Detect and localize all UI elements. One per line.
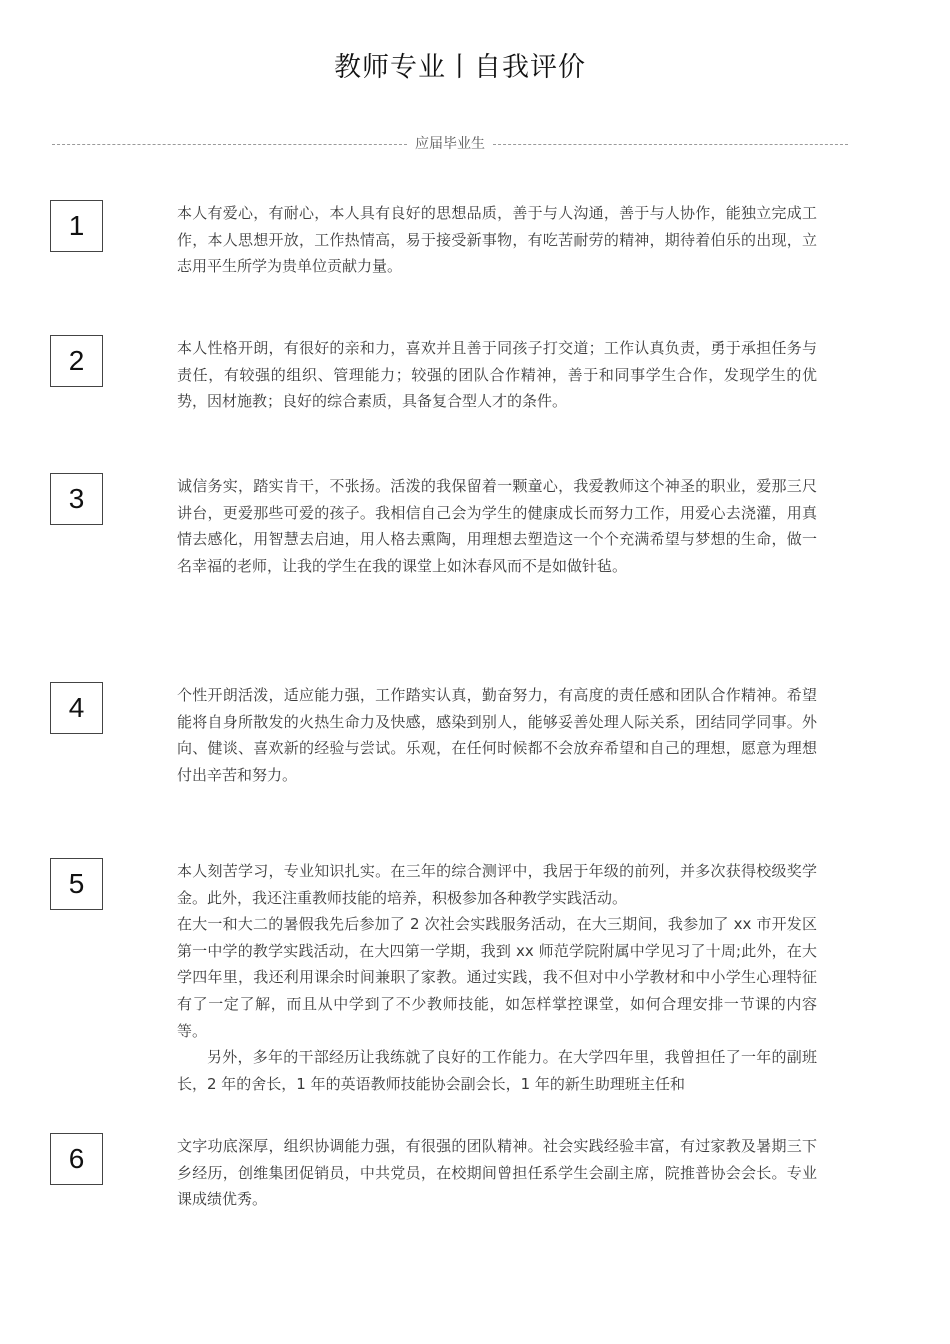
divider-line-right: [493, 144, 848, 145]
entry-paragraph: 另外，多年的干部经历让我练就了良好的工作能力。在大学四年里，我曾担任了一年的副班长，2 年的舍长，1 年的英语教师技能协会副会长，1 年的新生助理班主任和: [177, 1048, 817, 1093]
entry-number-box: 2: [50, 335, 103, 387]
entry-text: [177, 682, 817, 788]
entry-text: [177, 1133, 817, 1213]
entry-paragraph: 文字功底深厚，组织协调能力强，有很强的团队精神。社会实践经验丰富，有过家教及暑期三下乡经历，创维集团促销员，中共党员，在校期间曾担任系学生会副主席，院推普协会会长。专业课成绩优秀。: [177, 1137, 817, 1209]
entry-number-box: 3: [50, 473, 103, 525]
entry-paragraph: 本人性格开朗，有很好的亲和力，喜欢并且善于同孩子打交道；工作认真负责，勇于承担任务与责任，有较强的组织、管理能力；较强的团队合作精神，善于和同事学生合作，发现学生的优势，因材施教；良好的综合素质，具备复合型人才的条件。: [177, 339, 817, 411]
entry-paragraph: 本人刻苦学习，专业知识扎实。在三年的综合测评中，我居于年级的前列，并多次获得校级奖学金。此外，我还注重教师技能的培养，积极参加各种教学实践活动。: [177, 862, 817, 907]
entry-paragraph: 在大一和大二的暑假我先后参加了 2 次社会实践服务活动，在大三期间，我参加了 xx 市开发区第一中学的教学实践活动，在大四第一学期，我到 xx 师范学院附属中学见习了十周;此外，在大学四年里，我还利用课余时间兼职了家教。通过实践，我不但对中小学教材和中小学生心理特征有了一定了解，而且从中学到了不少教师技能，如怎样掌控课堂，如何合理安排一节课的内容等。: [177, 915, 817, 1040]
entry-paragraph: 诚信务实，踏实肯干，不张扬。活泼的我保留着一颗童心，我爱教师这个神圣的职业，爱那三尺讲台，更爱那些可爱的孩子。我相信自己会为学生的健康成长而努力工作，用爱心去浇灌，用真情去感化，用智慧去启迪，用人格去熏陶，用理想去塑造这一个个充满希望与梦想的生命，做一名幸福的老师，让我的学生在我的课堂上如沐春风而不是如做针毡。: [177, 477, 817, 575]
entry-paragraph: 个性开朗活泼，适应能力强，工作踏实认真，勤奋努力，有高度的责任感和团队合作精神。希望能将自身所散发的火热生命力及快感，感染到别人，能够妥善处理人际关系，团结同学同事。外向、健谈、喜欢新的经验与尝试。乐观，在任何时候都不会放弃希望和自己的理想，愿意为理想付出辛苦和努力。: [177, 686, 817, 784]
entry-number-box: 5: [50, 858, 103, 910]
entry-text: [177, 473, 817, 579]
subtitle-divider: [52, 134, 848, 154]
page-title: 教师专业丨自我评价: [334, 52, 586, 83]
entry-paragraph: 本人有爱心，有耐心，本人具有良好的思想品质，善于与人沟通，善于与人协作，能独立完成工作，本人思想开放，工作热情高，易于接受新事物，有吃苦耐劳的精神，期待着伯乐的出现，立志用平生所学为贵单位贡献力量。: [177, 204, 817, 276]
entry-number-box: 6: [50, 1133, 103, 1185]
subtitle-label: 应届毕业生: [415, 136, 485, 152]
entry-text: [177, 200, 817, 280]
entry-text: [177, 335, 817, 415]
entry-number-box: 1: [50, 200, 103, 252]
entry-number-box: 4: [50, 682, 103, 734]
divider-line-left: [52, 144, 407, 145]
entry-text: [177, 858, 817, 1098]
